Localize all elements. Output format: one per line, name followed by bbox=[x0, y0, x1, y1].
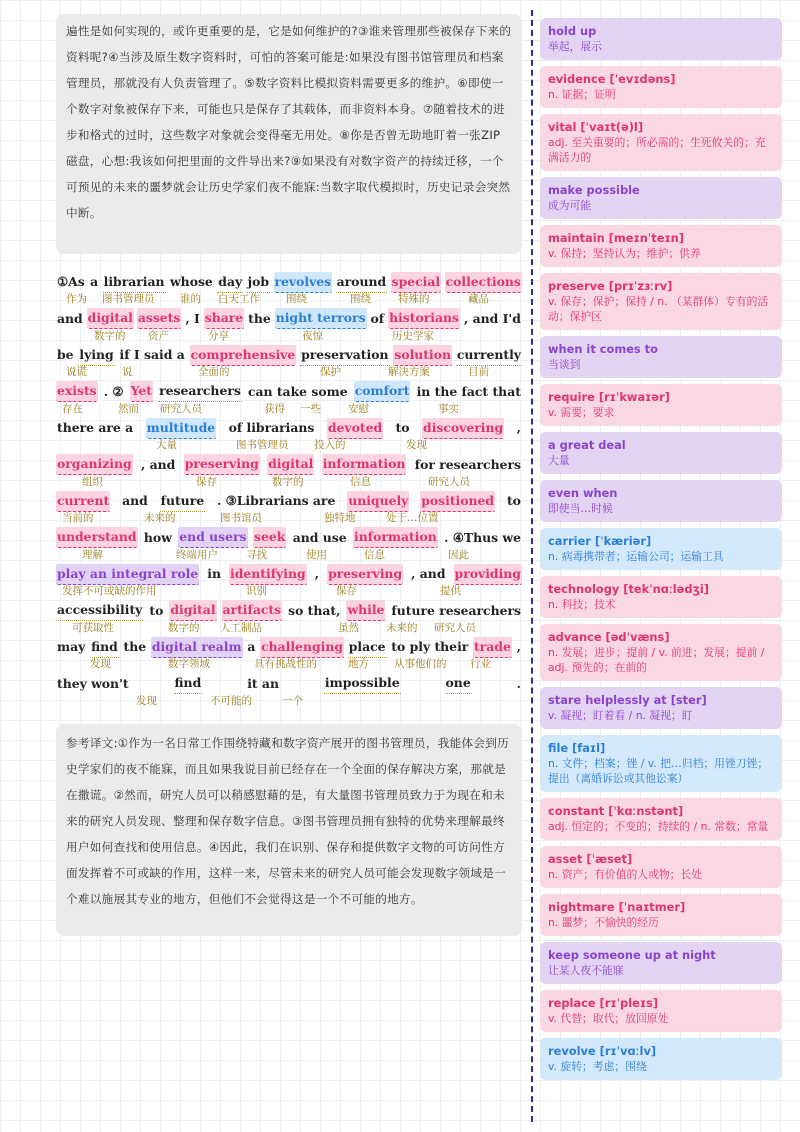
gloss: 研究人员 bbox=[428, 475, 470, 488]
highlighted-word: uniquely bbox=[347, 491, 409, 512]
gloss: 围绕 bbox=[286, 293, 307, 305]
highlighted-word: Yet bbox=[130, 381, 153, 402]
gloss: 全面的 bbox=[198, 366, 230, 378]
highlighted-word: information bbox=[353, 527, 438, 548]
passage-english bbox=[56, 637, 522, 657]
gloss: 数字的 bbox=[272, 475, 304, 488]
highlighted-word: end users bbox=[178, 527, 247, 548]
highlighted-word: collections bbox=[445, 272, 522, 293]
gloss: 当前的 bbox=[62, 512, 94, 524]
vocab-definition: 成为可能 bbox=[548, 199, 592, 212]
vocab-card bbox=[540, 1038, 782, 1080]
gloss: 作为 bbox=[66, 293, 87, 305]
passage-word: it an bbox=[247, 675, 279, 691]
passage-word: . bbox=[516, 675, 521, 691]
passage-gloss-row bbox=[56, 402, 522, 416]
reference-translation-text: 参考译文:①作为一名日常工作围绕特藏和数字资产展开的图书管理员，我能体会到历史学家们的夜不能寐，而且如果我说目前已经存在一个全面的保存解决方案，那就是在撒谎。②然而，研究人员可以稍感慰藉的是，有大量图书管理员致力于为现在和未来的研究人员发现、整理和保存数字信息。③图书管理员拥有独特的优势来理解最终用户如何查找和使用信息。④因此，我们在识别、保存和提供数字文物的可访问性方面发挥着不可或缺的作用，这样一来，尽管未来的研究人员可能会发现数字领域是一个难以施展其专业的地方，但他们不会觉得这是一个不可能的地方。 bbox=[66, 736, 510, 906]
passage-line bbox=[56, 345, 522, 382]
gloss: 寻找 bbox=[246, 548, 267, 561]
vocab-card bbox=[540, 528, 782, 570]
vocab-definition: v. 保持；坚持认为；维护；供养 bbox=[548, 247, 701, 260]
vocab-card bbox=[540, 18, 782, 60]
gloss: 然而 bbox=[118, 402, 139, 415]
gloss: 提供 bbox=[440, 585, 461, 597]
gloss: 终端用户 bbox=[176, 548, 218, 561]
gloss: 处于…位置 bbox=[386, 512, 439, 524]
passage-word: to ply their bbox=[391, 639, 469, 654]
vocab-term: file [faɪl] bbox=[548, 741, 606, 755]
highlighted-word: information bbox=[322, 454, 407, 475]
passage-word: , bbox=[516, 420, 521, 435]
vocab-definition: adj. 至关重要的；所必需的；生死攸关的；充满活力的 bbox=[548, 136, 766, 164]
passage-line bbox=[56, 601, 522, 638]
vocab-definition: adj. 恒定的；不变的；持续的 / n. 常数；常量 bbox=[548, 820, 769, 833]
gloss: 分享 bbox=[208, 329, 229, 342]
vocab-card bbox=[540, 114, 782, 171]
highlighted-word: comprehensive bbox=[190, 345, 297, 366]
highlighted-word: assets bbox=[137, 308, 182, 329]
gloss: 因此 bbox=[448, 548, 469, 561]
passage-english bbox=[56, 674, 522, 694]
gloss: 独特地 bbox=[324, 512, 356, 524]
passage-word: may bbox=[57, 639, 86, 654]
gloss: 谁的 bbox=[180, 293, 201, 305]
passage-word: the bbox=[248, 310, 271, 326]
passage-word: , bbox=[314, 566, 320, 581]
vocab-definition: n. 资产；有价值的人或物；长处 bbox=[548, 868, 703, 881]
highlighted-word: play an integral role bbox=[56, 564, 199, 585]
passage-english bbox=[56, 564, 522, 584]
passage-word: to bbox=[506, 493, 521, 508]
vocab-card bbox=[540, 990, 782, 1032]
passage-line bbox=[56, 491, 522, 528]
vocab-card bbox=[540, 846, 782, 888]
gloss: 围绕 bbox=[350, 293, 371, 305]
passage-word: researchers bbox=[158, 381, 242, 402]
gloss: 信息 bbox=[364, 548, 385, 561]
passage-word: the bbox=[123, 639, 147, 654]
passage-word: a bbox=[90, 274, 99, 289]
highlighted-word: preserving bbox=[184, 454, 260, 475]
passage-word: , bbox=[516, 639, 521, 654]
passage-word: future bbox=[160, 491, 205, 512]
passage-word: and bbox=[122, 493, 148, 508]
passage-word: how bbox=[143, 529, 172, 545]
vocab-definition: n. 发展；进步；提前 / v. 前进；发展；提前 / adj. 预先的；在前的 bbox=[548, 646, 765, 674]
gloss: 数字的 bbox=[168, 621, 200, 634]
highlighted-word: exists bbox=[56, 381, 98, 402]
vocab-definition: n. 病毒携带者；运输公司；运输工具 bbox=[548, 550, 724, 563]
highlighted-word: night terrors bbox=[275, 308, 367, 329]
vocab-term: advance [ədˈvæns] bbox=[548, 630, 670, 644]
vocab-definition: 让某人夜不能寐 bbox=[548, 964, 624, 977]
vocab-definition: n. 科技；技术 bbox=[548, 598, 616, 611]
highlighted-word: share bbox=[204, 308, 244, 329]
vocab-definition: n. 证据；证明 bbox=[548, 88, 616, 101]
vocab-term: evidence [ˈevɪdəns] bbox=[548, 72, 676, 86]
gloss: 目前 bbox=[468, 366, 489, 378]
highlighted-word: identifying bbox=[229, 564, 307, 585]
highlighted-word: challenging bbox=[260, 637, 344, 658]
passage-word: impossible bbox=[324, 673, 401, 694]
highlighted-word: positioned bbox=[420, 491, 495, 512]
gloss: 白天工作 bbox=[218, 293, 260, 305]
passage-word: can take some bbox=[247, 383, 348, 399]
vocab-term: carrier [ˈkæriər] bbox=[548, 534, 652, 548]
gloss: 未来的 bbox=[386, 621, 418, 634]
vocab-term: replace [rɪˈpleɪs] bbox=[548, 996, 659, 1010]
passage-word: . ③Librarians are bbox=[216, 493, 336, 508]
gloss: 组织 bbox=[82, 475, 103, 488]
passage-word: of bbox=[370, 310, 385, 326]
vocab-card bbox=[540, 798, 782, 840]
previous-translation-block bbox=[56, 14, 522, 254]
gloss: 发挥不可或缺的作用 bbox=[62, 585, 157, 597]
highlighted-word: organizing bbox=[56, 454, 133, 475]
passage-word: there are a bbox=[57, 420, 134, 435]
highlighted-word: comfort bbox=[354, 381, 411, 402]
reference-translation-block bbox=[56, 724, 522, 936]
passage-word: , and bbox=[141, 456, 176, 472]
passage-word: a bbox=[247, 639, 256, 654]
passage-line bbox=[56, 674, 522, 711]
passage-gloss-row bbox=[56, 621, 522, 635]
highlighted-word: seek bbox=[253, 527, 286, 548]
gloss: 地方 bbox=[348, 658, 369, 670]
vocab-term: asset [ˈæset] bbox=[548, 852, 633, 866]
highlighted-word: current bbox=[56, 491, 110, 512]
vocab-card bbox=[540, 225, 782, 267]
passage-word: , and bbox=[411, 566, 446, 581]
vocab-card bbox=[540, 576, 782, 618]
gloss: 行业 bbox=[470, 658, 491, 670]
vocabulary-list bbox=[540, 18, 782, 1086]
passage-gloss-row bbox=[56, 329, 522, 343]
gloss: 人工制品 bbox=[220, 621, 262, 634]
passage-line bbox=[56, 272, 522, 309]
passage-word: in the fact that bbox=[416, 383, 521, 399]
gloss: 可获取性 bbox=[72, 621, 114, 634]
passage-english bbox=[56, 272, 522, 292]
passage-word: accessibility bbox=[56, 600, 143, 621]
highlighted-word: digital bbox=[169, 600, 216, 621]
left-column bbox=[56, 14, 522, 936]
vocab-term: require [rɪˈkwaɪər] bbox=[548, 390, 670, 404]
passage-word: find bbox=[90, 637, 119, 658]
gloss: 说 bbox=[122, 366, 133, 378]
passage-word: find bbox=[174, 673, 203, 694]
passage-word: of librarians bbox=[228, 420, 315, 435]
vocab-term: technology [tekˈnɑːlədʒi] bbox=[548, 582, 709, 596]
vocab-definition: v. 保存；保护；保持 / n. （某群体）专有的活动；保护区 bbox=[548, 295, 769, 323]
gloss: 研究人员 bbox=[160, 402, 202, 415]
gloss: 不可能的 bbox=[210, 694, 252, 707]
passage-word: around bbox=[336, 272, 388, 293]
gloss: 发现 bbox=[136, 694, 157, 707]
passage-word: in bbox=[207, 566, 221, 581]
passage-word: place bbox=[348, 637, 387, 658]
passage-english bbox=[56, 455, 522, 475]
passage-word: to bbox=[395, 420, 410, 435]
gloss: 藏品 bbox=[468, 293, 489, 305]
passage-word: for researchers bbox=[414, 456, 521, 472]
vocab-card bbox=[540, 177, 782, 219]
highlighted-word: discovering bbox=[422, 418, 504, 439]
gloss: 事实 bbox=[438, 402, 459, 415]
passage-english bbox=[56, 418, 522, 438]
gloss: 图书馆员 bbox=[220, 512, 262, 524]
vocab-definition: n. 文件；档案；锉 / v. 把…归档；用锉刀锉；提出（离婚诉讼或其他讼案） bbox=[548, 757, 769, 785]
gloss: 图书管理员 bbox=[236, 439, 289, 451]
vocab-term: make possible bbox=[548, 183, 640, 197]
gloss: 发现 bbox=[90, 658, 111, 670]
gloss: 资产 bbox=[148, 329, 169, 342]
vocab-definition: v. 旋转；考虑；围绕 bbox=[548, 1060, 647, 1073]
highlighted-word: special bbox=[391, 272, 442, 293]
vocab-card bbox=[540, 273, 782, 330]
passage-english bbox=[56, 309, 522, 329]
passage-word: if I said a bbox=[119, 347, 185, 362]
vocab-definition: n. 噩梦；不愉快的经历 bbox=[548, 916, 659, 929]
highlighted-word: digital bbox=[267, 454, 314, 475]
vocab-term: maintain [meɪnˈteɪn] bbox=[548, 231, 684, 245]
highlighted-word: solution bbox=[393, 345, 452, 366]
vocab-card bbox=[540, 384, 782, 426]
gloss: 从事他们的 bbox=[394, 658, 447, 670]
vocab-definition: v. 代替；取代；放回原处 bbox=[548, 1012, 669, 1025]
vocab-definition: 举起，展示 bbox=[548, 40, 602, 53]
passage-word: so that, bbox=[288, 602, 341, 618]
passage-word: currently bbox=[456, 345, 522, 366]
highlighted-word: understand bbox=[56, 527, 138, 548]
passage-word: ①As bbox=[57, 274, 85, 289]
vocab-term: hold up bbox=[548, 24, 597, 38]
gloss: 获得 bbox=[264, 402, 285, 415]
passage-line bbox=[56, 382, 522, 419]
vocab-definition: v. 凝视；盯着看 / n. 凝视；盯 bbox=[548, 709, 693, 722]
passage-word: to bbox=[149, 602, 164, 618]
gloss: 识别 bbox=[246, 585, 267, 597]
passage-word: , I bbox=[185, 310, 200, 326]
passage-word: librarian bbox=[103, 272, 166, 293]
passage-english bbox=[56, 382, 522, 402]
gloss: 保存 bbox=[196, 475, 217, 488]
vocab-term: a great deal bbox=[548, 438, 626, 452]
passage-line bbox=[56, 309, 522, 346]
gloss: 信息 bbox=[350, 475, 371, 488]
passage-gloss-row bbox=[56, 438, 522, 452]
vocab-card bbox=[540, 942, 782, 984]
passage-word: one bbox=[445, 673, 472, 694]
passage-english bbox=[56, 345, 522, 365]
gloss: 使用 bbox=[306, 548, 327, 561]
vocab-definition: 即使当…时候 bbox=[548, 502, 613, 515]
vocab-definition: 当谈到 bbox=[548, 358, 581, 371]
passage-line bbox=[56, 564, 522, 601]
passage-line bbox=[56, 528, 522, 565]
gloss: 一个 bbox=[282, 694, 303, 707]
gloss: 图书管理员 bbox=[102, 293, 155, 305]
passage-word: lying bbox=[78, 345, 114, 366]
passage-word: future researchers bbox=[391, 602, 521, 618]
passage-word: , and I'd bbox=[463, 310, 521, 326]
highlighted-word: trade bbox=[473, 637, 512, 658]
gloss: 保护 bbox=[320, 366, 341, 378]
english-passage bbox=[56, 272, 522, 710]
passage-word: . ② bbox=[103, 383, 124, 399]
passage-gloss-row bbox=[56, 694, 522, 708]
passage-line bbox=[56, 418, 522, 455]
passage-gloss-row bbox=[56, 292, 522, 306]
gloss: 说谎 bbox=[66, 366, 87, 378]
vocab-term: constant [ˈkɑːnstənt] bbox=[548, 804, 684, 818]
gloss: 研究人员 bbox=[434, 621, 476, 634]
highlighted-word: digital realm bbox=[151, 637, 243, 658]
vocab-term: even when bbox=[548, 486, 618, 500]
gloss: 投入的 bbox=[314, 439, 346, 451]
vocab-definition: v. 需要；要求 bbox=[548, 406, 615, 419]
gloss: 大量 bbox=[156, 439, 177, 451]
passage-word: job bbox=[247, 272, 270, 293]
passage-word: be bbox=[57, 347, 74, 362]
vocab-term: keep someone up at night bbox=[548, 948, 716, 962]
vocab-card bbox=[540, 336, 782, 378]
passage-english bbox=[56, 601, 522, 621]
previous-translation-text: 遍性是如何实现的，或许更重要的是，它是如何维护的?③谁来管理那些被保存下来的资料呢?④当涉及原生数字资料时，可怕的答案可能是:如果没有图书馆管理员和档案管理员，那就没有人负责管理了。⑤数字资料比模拟资料需要更多的维护。⑥即使一个数字对象被保存下来，可能也只是保存了其载体，而非资料本身。⑦随着技术的进步和格式的过时，这些数字对象就会变得毫无用处。⑧你是否曾无助地盯着一张ZIP磁盘，心想:我该如何把里面的文件导出来?⑨如果没有对数字资产的持续迁移，一个可预见的未来的噩梦就会让历史学家们夜不能寐:当数字取代模拟时，历史记录会突然中断。 bbox=[66, 24, 512, 220]
highlighted-word: providing bbox=[454, 564, 522, 585]
passage-word: they won't bbox=[57, 675, 129, 691]
vocab-card bbox=[540, 894, 782, 936]
highlighted-word: artifacts bbox=[222, 600, 283, 621]
gloss: 发现 bbox=[406, 439, 427, 451]
passage-gloss-row bbox=[56, 475, 522, 489]
gloss: 数字的 bbox=[94, 329, 126, 342]
vocab-term: nightmare [ˈnaɪtmer] bbox=[548, 900, 686, 914]
gloss: 保存 bbox=[336, 585, 357, 597]
gloss: 夜惊 bbox=[302, 329, 323, 342]
vocab-card bbox=[540, 687, 782, 729]
gloss: 解决方案 bbox=[388, 366, 430, 378]
passage-word: and use bbox=[292, 529, 347, 545]
vocab-term: vital [ˈvaɪt(ə)l] bbox=[548, 120, 644, 134]
gloss: 数字领域 bbox=[168, 658, 210, 670]
passage-gloss-row bbox=[56, 584, 522, 598]
vocab-card bbox=[540, 735, 782, 792]
gloss: 一些 bbox=[300, 402, 321, 415]
passage-word: whose bbox=[170, 274, 213, 289]
passage-english bbox=[56, 528, 522, 548]
gloss: 历史学家 bbox=[392, 329, 434, 342]
highlighted-word: while bbox=[346, 600, 385, 621]
passage-gloss-row bbox=[56, 511, 522, 525]
passage-line bbox=[56, 455, 522, 492]
gloss: 存在 bbox=[62, 402, 83, 415]
vocab-term: preserve [prɪˈzɜːrv] bbox=[548, 279, 673, 293]
passage-gloss-row bbox=[56, 365, 522, 379]
gloss: 虽然 bbox=[338, 621, 359, 634]
passage-english bbox=[56, 491, 522, 511]
gloss: 特殊的 bbox=[398, 293, 430, 305]
highlighted-word: digital bbox=[87, 308, 134, 329]
passage-word: preservation bbox=[300, 345, 389, 366]
gloss: 安慰 bbox=[348, 402, 369, 415]
highlighted-word: multitude bbox=[146, 418, 217, 439]
gloss: 具有挑战性的 bbox=[254, 658, 317, 670]
vocab-term: when it comes to bbox=[548, 342, 658, 356]
vocab-card bbox=[540, 432, 782, 474]
passage-word: . ④Thus we bbox=[444, 529, 521, 545]
passage-line bbox=[56, 637, 522, 674]
passage-word: day bbox=[217, 272, 243, 293]
vocab-card bbox=[540, 624, 782, 681]
highlighted-word: historians bbox=[388, 308, 460, 329]
highlighted-word: devoted bbox=[327, 418, 383, 439]
vocab-definition: 大量 bbox=[548, 454, 570, 467]
passage-word: and bbox=[57, 310, 83, 326]
gloss: 未来的 bbox=[144, 512, 176, 524]
highlighted-word: revolves bbox=[274, 272, 333, 293]
vocab-term: stare helplessly at [ster] bbox=[548, 693, 707, 707]
vocab-card bbox=[540, 480, 782, 522]
vocab-card bbox=[540, 66, 782, 108]
column-divider bbox=[531, 10, 533, 1122]
passage-gloss-row bbox=[56, 548, 522, 562]
vocab-term: revolve [rɪˈvɑːlv] bbox=[548, 1044, 657, 1058]
highlighted-word: preserving bbox=[327, 564, 403, 585]
gloss: 理解 bbox=[82, 548, 103, 561]
passage-gloss-row bbox=[56, 657, 522, 671]
